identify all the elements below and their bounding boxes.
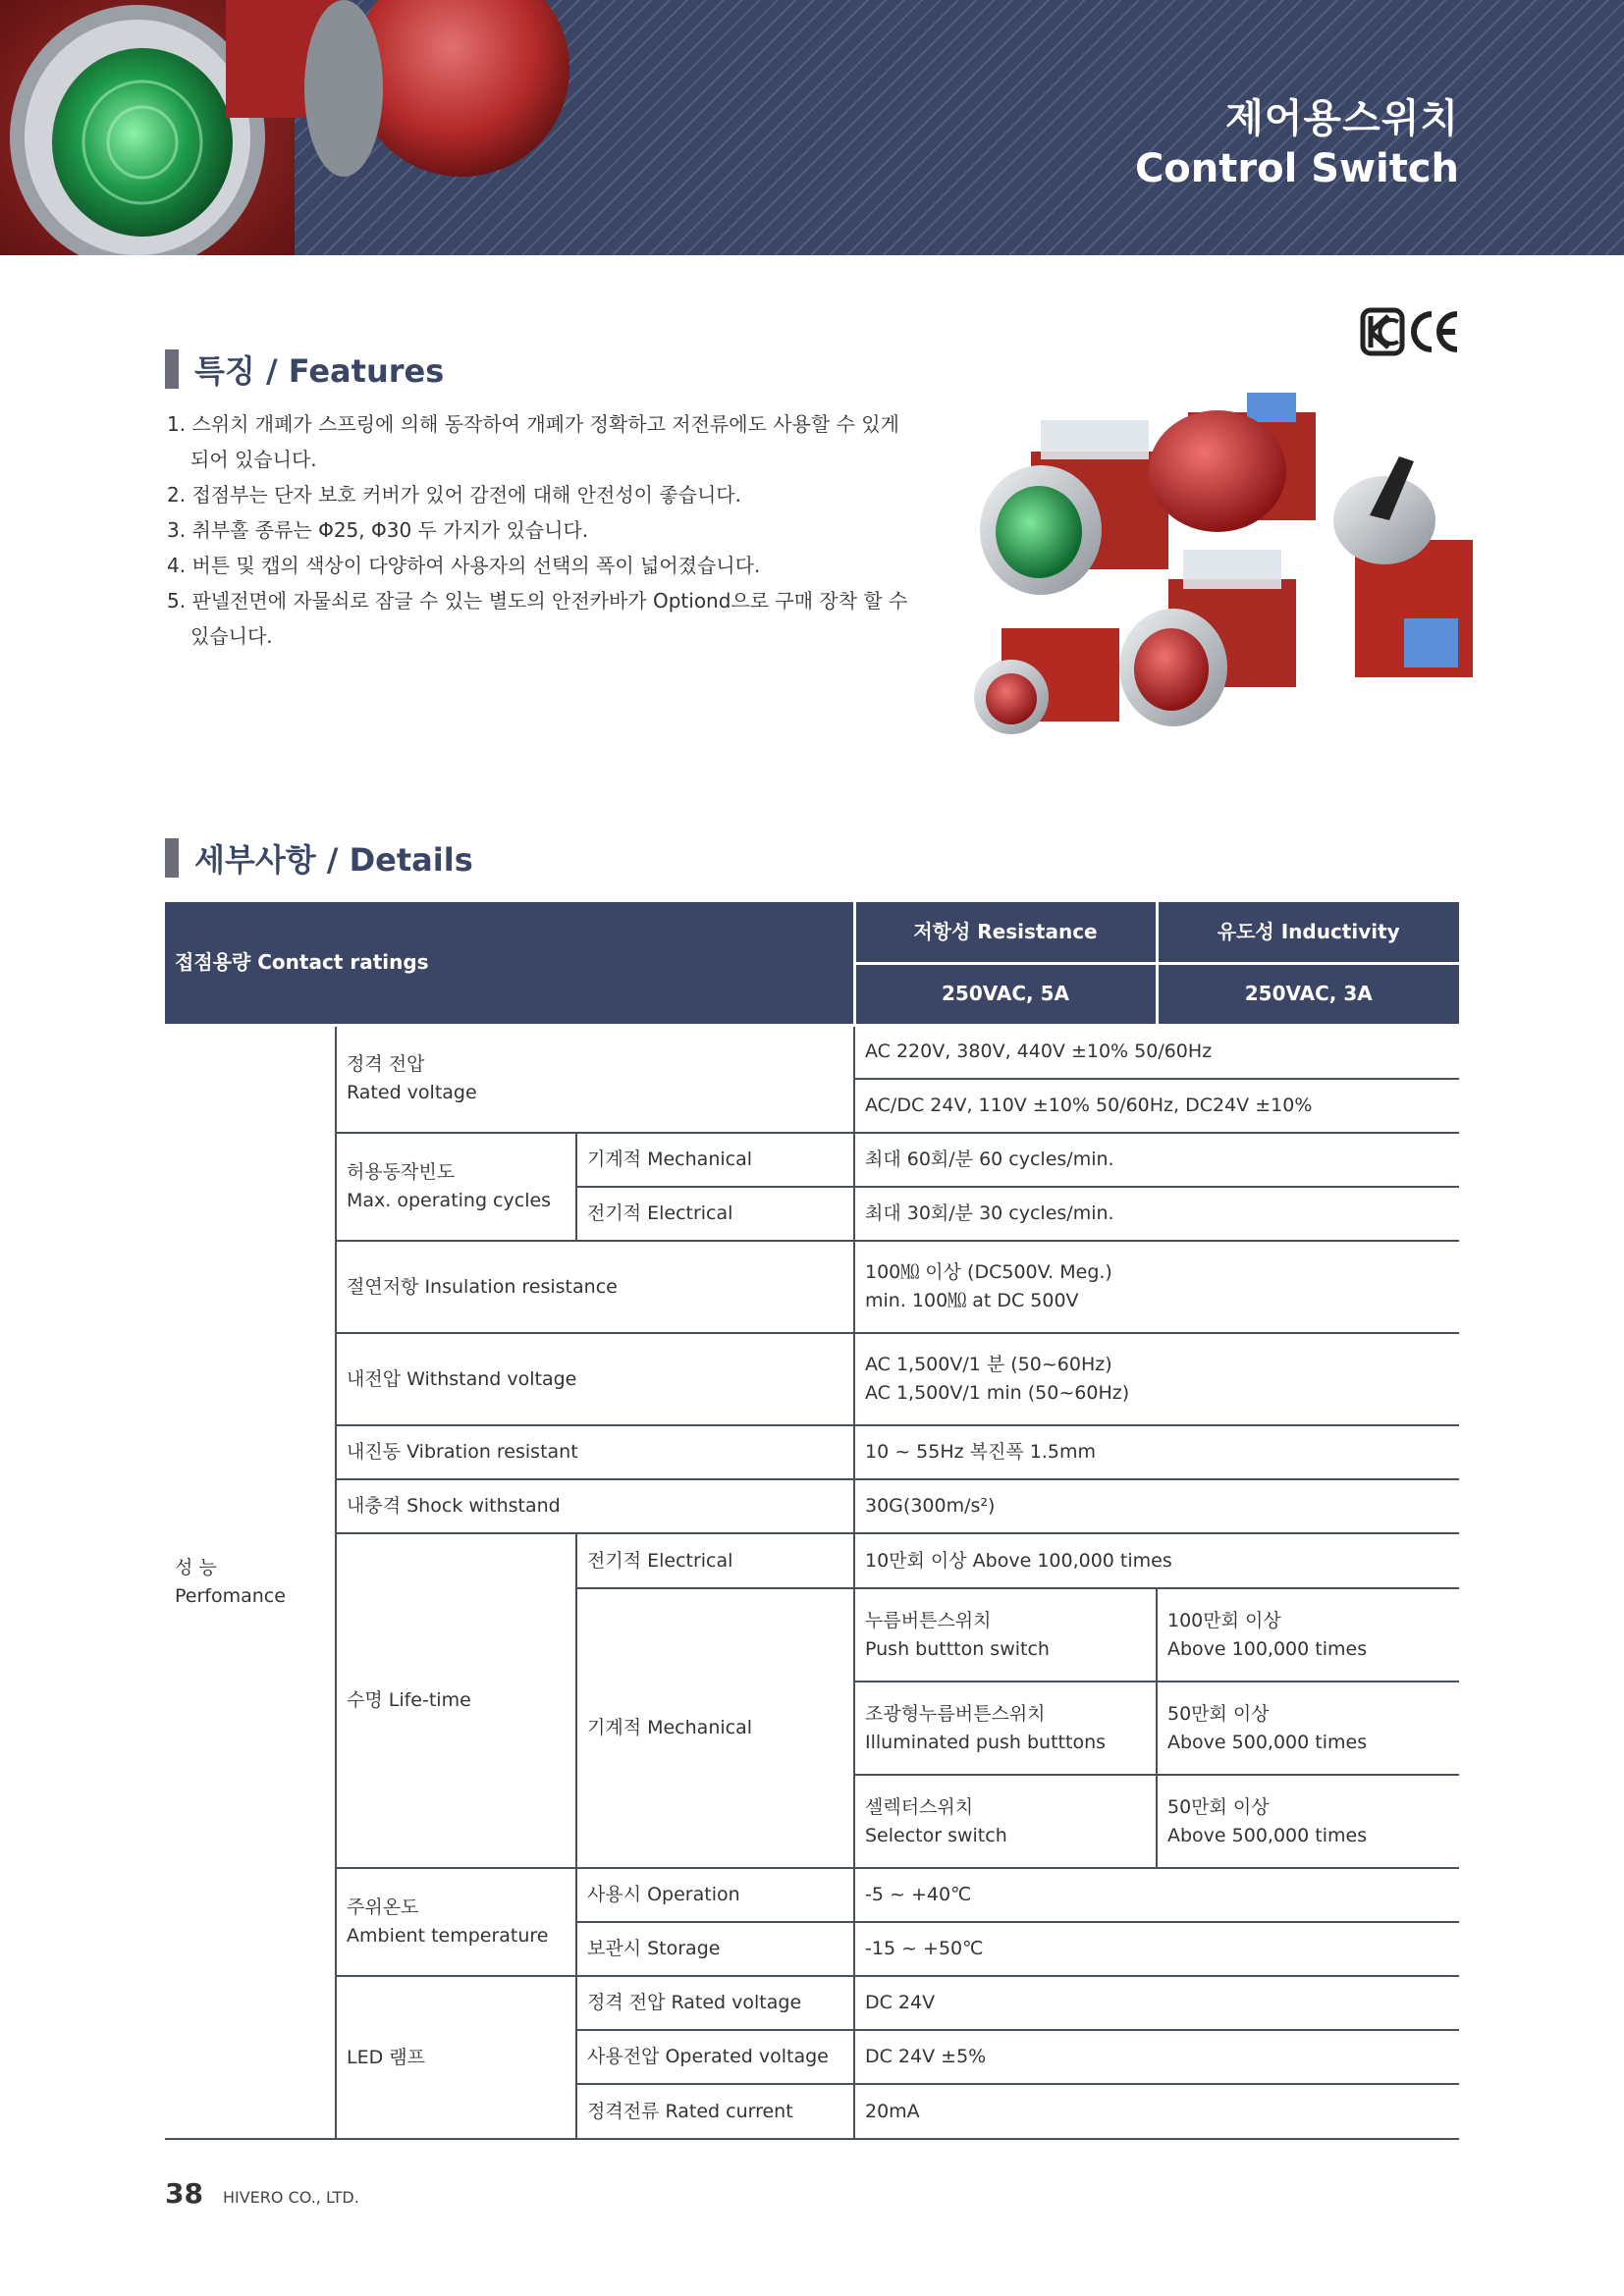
insulation-value: 100㏁ 이상 (DC500V. Meg.) min. 100㏁ at DC 500V	[854, 1241, 1459, 1333]
feature-item: 4. 버튼 및 캡의 색상이 다양하여 사용자의 선택의 폭이 넓어졌습니다.	[167, 554, 761, 577]
header-banner	[0, 0, 1624, 255]
page-footer	[165, 2177, 359, 2210]
push-switch-label: 누름버튼스위치 Push buttton switch	[854, 1588, 1157, 1682]
resistance-header: 저항성 Resistance	[854, 902, 1157, 963]
table-row	[165, 902, 1459, 963]
title-english: Control Switch	[1134, 146, 1459, 191]
feature-item: 2. 접점부는 단자 보호 커버가 있어 감전에 대해 안전성이 좋습니다.	[167, 483, 741, 507]
life-electrical-label: 전기적 Electrical	[576, 1533, 854, 1588]
details-heading	[165, 838, 473, 878]
heading-bar	[165, 838, 179, 878]
withstand-value: AC 1,500V/1 분 (50~60Hz) AC 1,500V/1 min (50~60Hz)	[854, 1333, 1459, 1425]
table-row	[165, 1976, 1459, 2030]
inductivity-header: 유도성 Inductivity	[1157, 902, 1459, 963]
led-rated-current-value: 20mA	[854, 2084, 1459, 2139]
rated-voltage-value-2: AC/DC 24V, 110V ±10% 50/60Hz, DC24V ±10%	[854, 1079, 1459, 1133]
cycles-mechanical-label: 기계적 Mechanical	[576, 1133, 854, 1187]
selector-switch-value: 50만회 이상 Above 500,000 times	[1157, 1775, 1459, 1868]
cycles-electrical-value: 최대 30회/분 30 cycles/min.	[854, 1187, 1459, 1241]
table-row	[165, 1025, 1459, 1079]
details-table	[165, 902, 1459, 2140]
page-number: 38	[165, 2177, 203, 2210]
features-heading	[165, 349, 444, 389]
cycles-mechanical-value: 최대 60회/분 60 cycles/min.	[854, 1133, 1459, 1187]
vibration-label: 내진동 Vibration resistant	[336, 1425, 854, 1479]
resistance-value: 250VAC, 5A	[854, 963, 1157, 1025]
table-row	[165, 1868, 1459, 1922]
cycles-electrical-label: 전기적 Electrical	[576, 1187, 854, 1241]
selector-switch-label: 셀렉터스위치 Selector switch	[854, 1775, 1157, 1868]
details-heading-text: 세부사항 / Details	[194, 841, 473, 879]
table-row	[165, 1333, 1459, 1425]
led-operated-voltage-value: DC 24V ±5%	[854, 2030, 1459, 2084]
life-electrical-value: 10만회 이상 Above 100,000 times	[854, 1533, 1459, 1588]
rated-voltage-label: 정격 전압 Rated voltage	[336, 1025, 854, 1133]
storage-label: 보관시 Storage	[576, 1922, 854, 1976]
life-mechanical-label: 기계적 Mechanical	[576, 1588, 854, 1868]
table-row	[165, 1241, 1459, 1333]
inductivity-value: 250VAC, 3A	[1157, 963, 1459, 1025]
performance-label: 성 능 Perfomance	[165, 1025, 336, 2139]
features-heading-text: 특징 / Features	[194, 352, 445, 390]
push-switch-value: 100만회 이상 Above 100,000 times	[1157, 1588, 1459, 1682]
vibration-value: 10 ~ 55Hz 복진폭 1.5mm	[854, 1425, 1459, 1479]
title-korean: 제어용스위치	[1225, 96, 1459, 141]
storage-value: -15 ~ +50℃	[854, 1922, 1459, 1976]
led-rated-voltage-label: 정격 전압 Rated voltage	[576, 1976, 854, 2030]
led-lamp-label: LED 램프	[336, 1976, 576, 2139]
heading-bar	[165, 349, 179, 389]
led-operated-voltage-label: 사용전압 Operated voltage	[576, 2030, 854, 2084]
kc-ce-certification-icon	[1359, 306, 1461, 357]
withstand-label: 내전압 Withstand voltage	[336, 1333, 854, 1425]
table-row	[165, 1133, 1459, 1187]
insulation-label: 절연저항 Insulation resistance	[336, 1241, 854, 1333]
features-list	[167, 406, 913, 654]
illuminated-switch-value: 50만회 이상 Above 500,000 times	[1157, 1682, 1459, 1775]
table-row	[165, 1533, 1459, 1588]
rated-voltage-value-1: AC 220V, 380V, 440V ±10% 50/60Hz	[854, 1025, 1459, 1079]
feature-item: 5. 판넬전면에 자물쇠로 잠글 수 있는 별도의 안전카바가 Optiond으로 구매 장착 할 수 있습니다.	[167, 589, 908, 648]
table-row	[165, 1479, 1459, 1533]
shock-value: 30G(300m/s²)	[854, 1479, 1459, 1533]
max-cycles-label: 허용동작빈도 Max. operating cycles	[336, 1133, 576, 1241]
ambient-temperature-label: 주위온도 Ambient temperature	[336, 1868, 576, 1976]
product-photo	[952, 383, 1483, 766]
operation-label: 사용시 Operation	[576, 1868, 854, 1922]
table-row	[165, 1425, 1459, 1479]
page-title	[1135, 94, 1459, 194]
feature-item: 3. 취부홀 종류는 Φ25, Φ30 두 가지가 있습니다.	[167, 518, 589, 542]
contact-ratings-label: 접점용량 Contact ratings	[165, 902, 854, 1025]
feature-item: 1. 스위치 개폐가 스프링에 의해 동작하여 개폐가 정확하고 저전류에도 사용할 수 있게 되어 있습니다.	[167, 412, 899, 471]
lifetime-label: 수명 Life-time	[336, 1533, 576, 1868]
company-name: HIVERO CO., LTD.	[222, 2188, 359, 2207]
operation-value: -5 ~ +40℃	[854, 1868, 1459, 1922]
led-rated-current-label: 정격전류 Rated current	[576, 2084, 854, 2139]
switch-photo-banner	[0, 0, 569, 255]
led-rated-voltage-value: DC 24V	[854, 1976, 1459, 2030]
illuminated-switch-label: 조광형누름버튼스위치 Illuminated push butttons	[854, 1682, 1157, 1775]
shock-label: 내충격 Shock withstand	[336, 1479, 854, 1533]
